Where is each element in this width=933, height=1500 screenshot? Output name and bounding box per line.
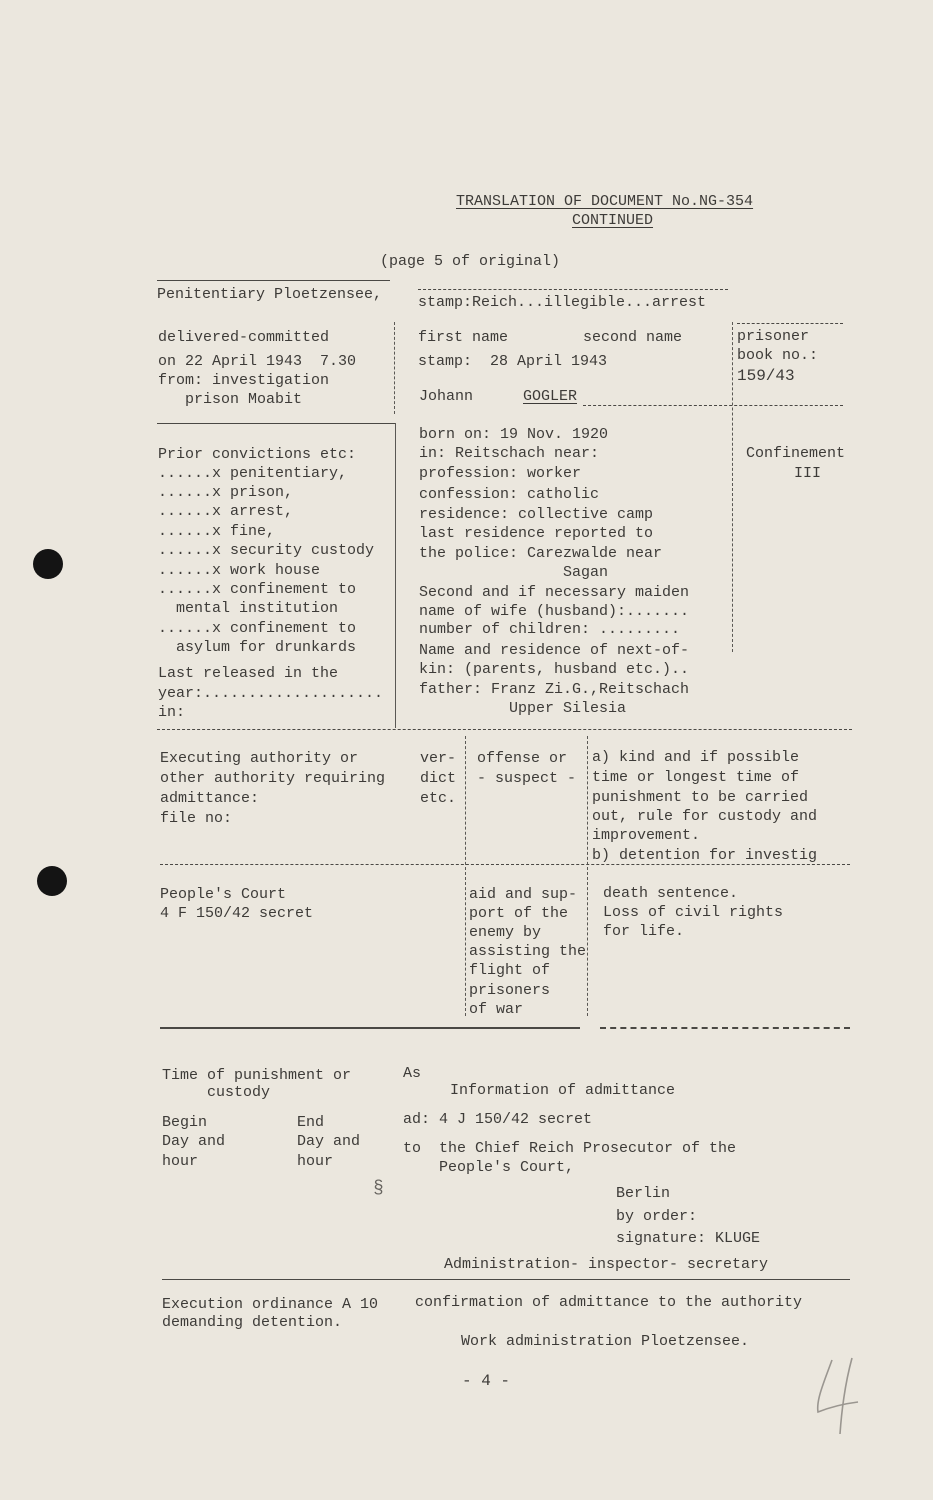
released-line-2: year:.................... xyxy=(158,685,384,702)
personal-line: the police: Carezwalde near xyxy=(419,545,663,562)
authority-label: admittance: xyxy=(160,790,260,807)
offense-label-rule xyxy=(160,864,850,865)
prisoner-book-label-2: book no.: xyxy=(737,347,819,364)
name-rule xyxy=(583,405,843,406)
offense-section-rule xyxy=(160,1027,580,1029)
authority-label: other authority requiring xyxy=(160,770,386,787)
prisoner-book-label-1: prisoner xyxy=(737,328,810,345)
time-label: Time of punishment or xyxy=(162,1067,352,1084)
middle-divider xyxy=(395,423,396,728)
second-name: GOGLER xyxy=(523,388,578,405)
page-reference: (page 5 of original) xyxy=(380,253,561,270)
personal-line: Second and if necessary maiden xyxy=(419,584,690,601)
prior-section-rule xyxy=(157,423,395,424)
first-name: Johann xyxy=(419,388,474,405)
offense-divider xyxy=(587,736,588,1016)
end-label: hour xyxy=(297,1153,334,1170)
punch-hole-upper xyxy=(33,549,63,579)
prior-item: ......x confinement to xyxy=(158,581,357,598)
first-name-label: first name xyxy=(418,329,509,346)
punch-hole-lower xyxy=(37,866,67,896)
time-label: custody xyxy=(162,1084,271,1101)
personal-line: number of children: ......... xyxy=(419,621,681,638)
stamp-date: stamp: 28 April 1943 xyxy=(418,353,608,370)
authority-label: Executing authority or xyxy=(160,750,359,767)
personal-line: father: Franz Zi.G.,Reitschach xyxy=(419,681,690,698)
prior-item: ......x fine, xyxy=(158,523,276,540)
verdict-divider xyxy=(465,736,466,1016)
second-name-label: second name xyxy=(583,329,683,346)
admittance-to: People's Court, xyxy=(403,1159,575,1176)
top-left-rule xyxy=(157,280,390,281)
offense-line: prisoners xyxy=(469,982,551,999)
admittance-admin: Administration- inspector- secretary xyxy=(444,1256,769,1273)
court-file: 4 F 150/42 secret xyxy=(160,905,314,922)
offense-label: - suspect - xyxy=(477,770,577,787)
admittance-signature: signature: KLUGE xyxy=(616,1230,761,1247)
personal-line: residence: collective camp xyxy=(419,506,654,523)
prior-item: ......x prison, xyxy=(158,484,294,501)
begin-label: Day and xyxy=(162,1133,226,1150)
offense-line: assisting the xyxy=(469,943,587,960)
personal-section-rule xyxy=(157,729,852,730)
work-administration: Work administration Ploetzensee. xyxy=(461,1333,750,1350)
offense-line: of war xyxy=(469,1001,524,1018)
prior-item: mental institution xyxy=(158,600,339,617)
personal-line: profession: worker xyxy=(419,465,582,482)
admittance-ref: ad: 4 J 150/42 secret xyxy=(403,1111,593,1128)
admittance-order: by order: xyxy=(616,1208,698,1225)
released-line-3: in: xyxy=(158,704,186,721)
kind-label: time or longest time of xyxy=(592,769,800,786)
kind-label: punishment to be carried xyxy=(592,789,809,806)
court-name: People's Court xyxy=(160,886,287,903)
kind-label: a) kind and if possible xyxy=(592,749,800,766)
prisoner-book-number: 159/43 xyxy=(737,367,795,385)
personal-line: Upper Silesia xyxy=(419,700,627,717)
prior-item: ......x penitentiary, xyxy=(158,465,348,482)
kind-label: out, rule for custody and xyxy=(592,808,818,825)
prior-item: ......x security custody xyxy=(158,542,375,559)
pencil-mark: § xyxy=(373,1179,384,1199)
prior-item: asylum for drunkards xyxy=(158,639,357,656)
verdict-label: dict xyxy=(420,770,457,787)
begin-label: Begin xyxy=(162,1114,208,1131)
end-label: Day and xyxy=(297,1133,361,1150)
kind-label: improvement. xyxy=(592,827,701,844)
admittance-city: Berlin xyxy=(616,1185,671,1202)
personal-line: confession: catholic xyxy=(419,486,600,503)
personal-line: in: Reitschach near: xyxy=(419,445,600,462)
arrest-stamp: stamp:Reich...illegible...arrest xyxy=(418,294,707,311)
offense-line: flight of xyxy=(469,962,551,979)
verdict-label: ver- xyxy=(420,750,457,767)
prisoner-book-rule xyxy=(737,323,843,324)
verdict-label: etc. xyxy=(420,790,457,807)
bottom-rule xyxy=(162,1279,850,1280)
confirmation-text: confirmation of admittance to the authority xyxy=(415,1294,803,1311)
released-line-1: Last released in the xyxy=(158,665,339,682)
as-label: As xyxy=(403,1065,422,1082)
handwritten-page-mark xyxy=(808,1350,868,1440)
personal-line: born on: 19 Nov. 1920 xyxy=(419,426,609,443)
personal-line: last residence reported to xyxy=(419,525,654,542)
offense-section-rule-right xyxy=(600,1027,850,1029)
info-label: Information of admittance xyxy=(450,1082,676,1099)
prior-item: ......x arrest, xyxy=(158,503,294,520)
page-number: - 4 - xyxy=(462,1372,511,1390)
continued-label: CONTINUED xyxy=(572,212,654,229)
personal-line: name of wife (husband):....... xyxy=(419,603,690,620)
institution-name: Penitentiary Ploetzensee, xyxy=(157,286,383,303)
personal-line: kin: (parents, husband etc.).. xyxy=(419,661,690,678)
end-label: End xyxy=(297,1114,325,1131)
admittance-to: to the Chief Reich Prosecutor of the xyxy=(403,1140,737,1157)
confinement-value: III xyxy=(794,465,822,482)
kind-label: b) detention for investig xyxy=(592,847,818,864)
sentence-line: death sentence. xyxy=(603,885,739,902)
committed-line-3: from: investigation xyxy=(158,372,330,389)
ordinance-line: demanding detention. xyxy=(162,1314,343,1331)
authority-label: file no: xyxy=(160,810,233,827)
personal-line: Sagan xyxy=(419,564,609,581)
ordinance-line: Execution ordinance A 10 xyxy=(162,1296,379,1313)
offense-line: aid and sup- xyxy=(469,886,578,903)
begin-label: hour xyxy=(162,1153,199,1170)
committed-line-2: on 22 April 1943 7.30 xyxy=(158,353,357,370)
offense-label: offense or xyxy=(477,750,568,767)
confinement-label: Confinement xyxy=(746,445,846,462)
committed-line-4: prison Moabit xyxy=(158,391,303,408)
offense-line: port of the xyxy=(469,905,569,922)
top-right-rule xyxy=(418,289,728,290)
top-divider-left xyxy=(394,322,395,414)
prior-heading: Prior convictions etc: xyxy=(158,446,357,463)
document-title: TRANSLATION OF DOCUMENT No.NG-354 xyxy=(456,193,754,210)
prior-item: ......x work house xyxy=(158,562,321,579)
top-divider-right xyxy=(732,322,733,652)
committed-line-1: delivered-committed xyxy=(158,329,330,346)
prior-item: ......x confinement to xyxy=(158,620,357,637)
personal-line: Name and residence of next-of- xyxy=(419,642,690,659)
sentence-line: for life. xyxy=(603,923,685,940)
offense-line: enemy by xyxy=(469,924,542,941)
sentence-line: Loss of civil rights xyxy=(603,904,784,921)
